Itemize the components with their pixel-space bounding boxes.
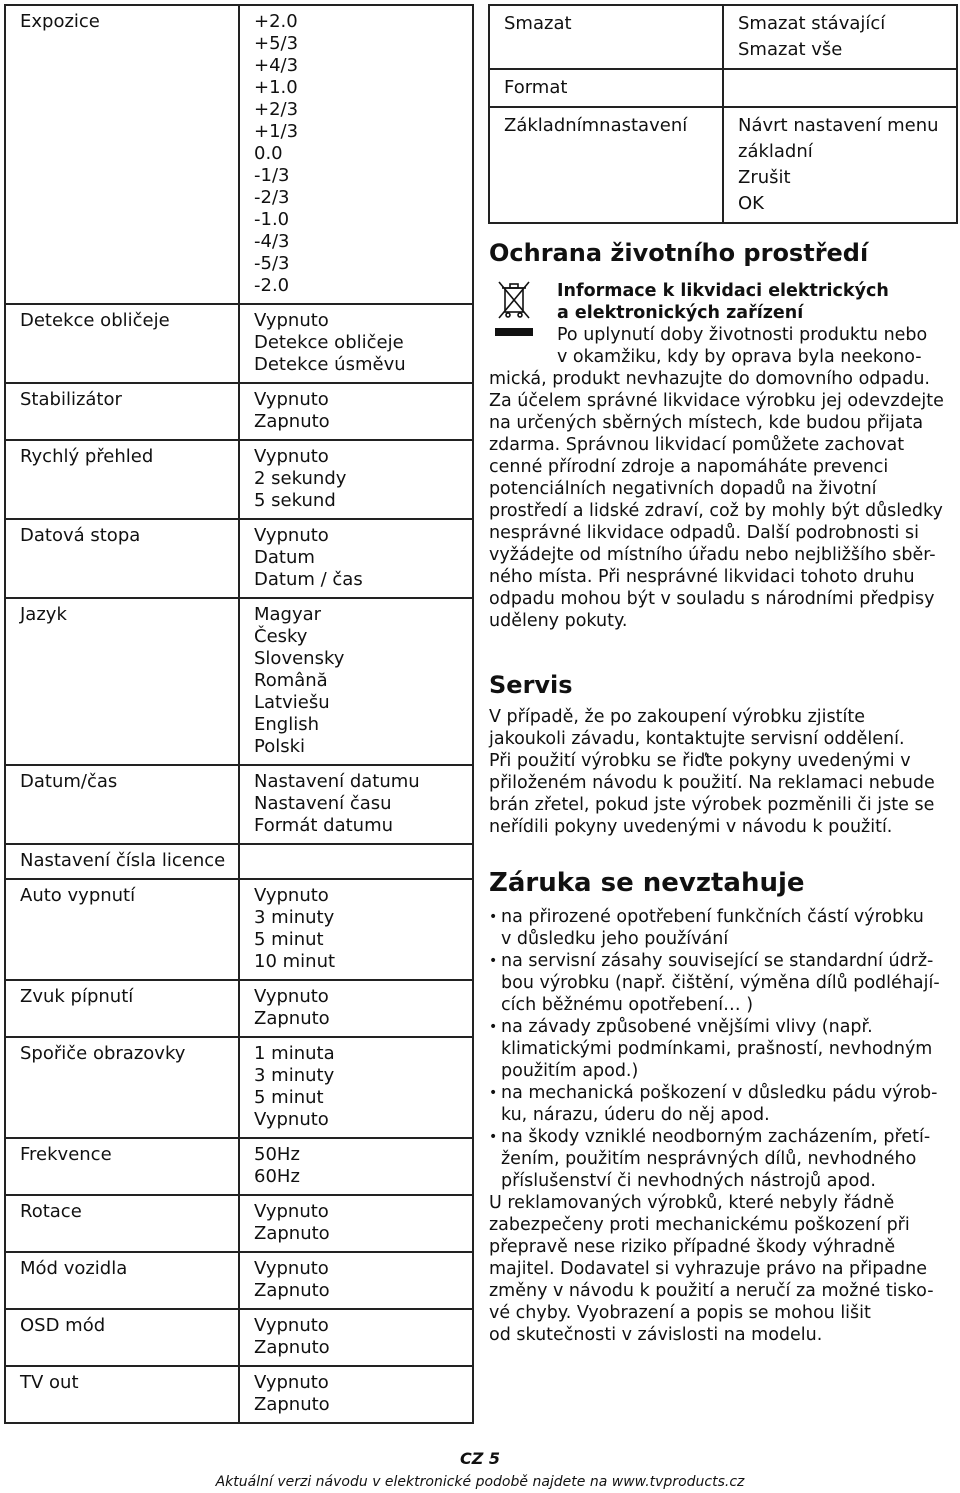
settings-row (5, 1252, 473, 1309)
setting-option: 50Hz (254, 1144, 300, 1165)
setting-label: Frekvence (5, 1138, 239, 1195)
setting-option: Zrušit (738, 167, 791, 188)
setting-label: Zvuk pípnutí (5, 980, 239, 1037)
service-title: Servis (489, 671, 573, 699)
text-line: použitím apod.) (501, 1061, 639, 1081)
text-line: přepravě nese riziko případné škody výhradně (489, 1237, 896, 1257)
text-line: neřídili pokyny uvedenými v návodu k použití. (489, 817, 893, 837)
setting-options (239, 1138, 473, 1195)
setting-option: Nastavení času (254, 793, 392, 814)
text-line: majitel. Dodavatel si vyhrazuje právo na připadne (489, 1259, 927, 1279)
text-line: Za účelem správné likvidace výrobku jej odevzdejte (489, 391, 944, 411)
environment-title: Ochrana životního prostředí (489, 239, 869, 267)
setting-options (239, 440, 473, 519)
setting-option: Vypnuto (254, 1258, 329, 1279)
text-line: mická, produkt nevhazujte do domovního odpadu. (489, 369, 930, 389)
setting-options (239, 383, 473, 440)
settings-table-body (5, 5, 473, 1423)
text-line: jakoukoli závadu, kontaktujte servisní oddělení. (489, 729, 905, 749)
settings-row (5, 383, 473, 440)
page-footer (0, 1448, 960, 1492)
setting-label: TV out (5, 1366, 239, 1423)
text-line: příslušenství či nevhodných nástrojů apod. (501, 1171, 876, 1191)
text-line: Po uplynutí doby životnosti produktu nebo (557, 325, 928, 345)
text-line: v důsledku jeho používání (501, 929, 729, 949)
setting-options (239, 765, 473, 844)
text-line: brán zřetel, pokud jste výrobek pozměnili či jste se (489, 795, 935, 815)
setting-option: 2 sekundy (254, 468, 347, 489)
text-line: U reklamovaných výrobků, které nebyly řádně (489, 1193, 895, 1213)
setting-option: Vypnuto (254, 1372, 329, 1393)
setting-option: Vypnuto (254, 885, 329, 906)
settings-continued-row (489, 69, 957, 107)
text-line: v okamžiku, kdy by oprava byla neekono- (557, 347, 922, 367)
text-line: žením, použitím nesprávných dílů, nevhodného (501, 1149, 917, 1169)
settings-table (4, 4, 474, 1424)
settings-row (5, 1366, 473, 1423)
setting-options (239, 1366, 473, 1423)
setting-options (239, 1195, 473, 1252)
text-line: přiloženém návodu k použití. Na reklamaci nebude (489, 773, 935, 793)
settings-row (5, 765, 473, 844)
setting-option: Detekce obličeje (254, 332, 404, 353)
text-line: V případě, že po zakoupení výrobku zjistíte (489, 707, 866, 727)
setting-label: Detekce obličeje (5, 304, 239, 383)
setting-options (239, 304, 473, 383)
text-line: cenné přírodní zdroje a napomáháte prevenci (489, 457, 889, 477)
setting-label: Rychlý přehled (5, 440, 239, 519)
settings-table-continued-body (489, 5, 957, 223)
setting-option: Zapnuto (254, 1223, 330, 1244)
setting-option: Návrt nastavení menu (738, 115, 939, 136)
setting-label: Smazat (489, 5, 723, 69)
setting-options (239, 5, 473, 304)
warranty-bullet (489, 1126, 959, 1192)
text-line: změny v návodu k použití a neručí za možné tisko- (489, 1281, 934, 1301)
text-line: potenciálních negativních dopadů na životní (489, 479, 877, 499)
setting-options (239, 519, 473, 598)
warranty-list (489, 906, 959, 1192)
setting-option: Smazat vše (738, 39, 843, 60)
text-line: cích běžnému opotřebení… ) (501, 995, 754, 1015)
setting-option: Vypnuto (254, 1315, 329, 1336)
setting-options (239, 879, 473, 980)
text-line: bou výrobku (např. čištění, výměna dílů podléhají- (501, 973, 940, 993)
setting-label: Základnímnastavení (489, 107, 723, 223)
settings-row (5, 1309, 473, 1366)
service-text (489, 706, 959, 838)
setting-options (239, 1309, 473, 1366)
setting-option: -4/3 (254, 231, 290, 252)
setting-option: +5/3 (254, 33, 299, 54)
setting-label: OSD mód (5, 1309, 239, 1366)
setting-option: Latviešu (254, 692, 330, 713)
setting-option: -1/3 (254, 165, 290, 186)
settings-row (5, 304, 473, 383)
text-line: uděleny pokuty. (489, 611, 628, 631)
setting-option: Slovensky (254, 648, 345, 669)
setting-option: 60Hz (254, 1166, 300, 1187)
text-line: zabezpečeny proti mechanickému poškození při (489, 1215, 910, 1235)
text-line: odpadu mohou být v souladu s národními předpisy (489, 589, 935, 609)
setting-options (239, 980, 473, 1037)
setting-option: OK (738, 193, 764, 214)
setting-option: Polski (254, 736, 306, 757)
settings-row (5, 440, 473, 519)
setting-option: +1.0 (254, 77, 298, 98)
weee-heading-line-2: a elektronických zařízení (557, 303, 804, 323)
setting-label: Nastavení čísla licence (5, 844, 239, 879)
setting-option: Zapnuto (254, 1280, 330, 1301)
text-line: nesprávné likvidace odpadů. Další podrobnosti si (489, 523, 919, 543)
settings-table-continued (488, 4, 958, 224)
text-line: • na závady způsobené vnějšími vlivy (např. (501, 1017, 873, 1037)
weee-indented-text (557, 324, 959, 368)
page-number: CZ 5 (459, 1449, 501, 1468)
warranty-closing-text (489, 1192, 959, 1346)
setting-option: Vypnuto (254, 1201, 329, 1222)
text-line: • na mechanická poškození v důsledku pádu výrob- (501, 1083, 938, 1103)
weee-crossed-bin-icon (493, 278, 535, 340)
warranty-bullet (489, 950, 959, 1016)
setting-option: Datum (254, 547, 315, 568)
warranty-title: Záruka se nevztahuje (489, 868, 805, 898)
text-line: na určených sběrných místech, kde budou přijata (489, 413, 924, 433)
text-line: • na škody vzniklé neodborným zacházením, přetí- (501, 1127, 931, 1147)
environment-text (489, 368, 959, 632)
settings-row (5, 980, 473, 1037)
setting-label: Spořiče obrazovky (5, 1037, 239, 1138)
setting-option: -1.0 (254, 209, 290, 230)
setting-option: 3 minuty (254, 907, 335, 928)
settings-continued-row (489, 107, 957, 223)
setting-option: Formát datumu (254, 815, 394, 836)
setting-option: Zapnuto (254, 1008, 330, 1029)
text-line: vé chyby. Vyobrazení a popis se mohou lišit (489, 1303, 871, 1323)
setting-option: Nastavení datumu (254, 771, 420, 792)
setting-options (239, 844, 473, 879)
setting-option: Smazat stávající (738, 13, 886, 34)
setting-option: 5 minut (254, 929, 324, 950)
setting-label: Datum/čas (5, 765, 239, 844)
setting-option: +2.0 (254, 11, 298, 32)
text-line: od skutečnosti v závislosti na modelu. (489, 1325, 823, 1345)
setting-label: Rotace (5, 1195, 239, 1252)
setting-option: Česky (254, 626, 308, 647)
setting-option: základní (738, 141, 813, 162)
setting-label: Stabilizátor (5, 383, 239, 440)
weee-notice (489, 280, 959, 368)
setting-option: -5/3 (254, 253, 290, 274)
settings-row (5, 844, 473, 879)
right-column (489, 238, 959, 1346)
setting-option: Vypnuto (254, 446, 329, 467)
setting-option: 5 sekund (254, 490, 336, 511)
settings-row (5, 1138, 473, 1195)
setting-option: +1/3 (254, 121, 299, 142)
setting-option: Zapnuto (254, 411, 330, 432)
warranty-bullet (489, 1016, 959, 1082)
setting-option: English (254, 714, 319, 735)
text-line: Při použití výrobku se řiďte pokyny uvedenými v (489, 751, 911, 771)
setting-label: Datová stopa (5, 519, 239, 598)
settings-row (5, 598, 473, 765)
text-line: • na servisní zásahy související se standardní údrž- (501, 951, 934, 971)
setting-options (723, 5, 957, 69)
text-line: zdarma. Správnou likvidací pomůžete zachovat (489, 435, 905, 455)
setting-label: Auto vypnutí (5, 879, 239, 980)
setting-option: +2/3 (254, 99, 299, 120)
setting-option: Magyar (254, 604, 322, 625)
setting-option: +4/3 (254, 55, 299, 76)
setting-options (723, 107, 957, 223)
text-line: ného místa. Při nesprávné likvidaci tohoto druhu (489, 567, 915, 587)
setting-option: Zapnuto (254, 1394, 330, 1415)
settings-row (5, 5, 473, 304)
setting-option: Zapnuto (254, 1337, 330, 1358)
setting-label: Mód vozidla (5, 1252, 239, 1309)
setting-option: 5 minut (254, 1087, 324, 1108)
settings-row (5, 519, 473, 598)
setting-option: Datum / čas (254, 569, 363, 590)
setting-option: Vypnuto (254, 986, 329, 1007)
warranty-bullet (489, 1082, 959, 1126)
text-line: prostředí a lidské zdraví, což by mohly být důsledky (489, 501, 943, 521)
setting-option: Vypnuto (254, 525, 329, 546)
settings-row (5, 1037, 473, 1138)
setting-option: Vypnuto (254, 389, 329, 410)
setting-option: 3 minuty (254, 1065, 335, 1086)
footer-note: Aktuální verzi návodu v elektronické podobě najdete na www.tvproducts.cz (215, 1474, 745, 1490)
settings-row (5, 1195, 473, 1252)
warranty-bullet (489, 906, 959, 950)
setting-options (239, 1252, 473, 1309)
setting-options (723, 69, 957, 107)
setting-option: Vypnuto (254, 310, 329, 331)
text-line: • na přirozené opotřebení funkčních částí výrobku (501, 907, 924, 927)
setting-option: Română (254, 670, 328, 691)
setting-label: Expozice (5, 5, 239, 304)
text-line: ku, nárazu, úderu do něj apod. (501, 1105, 770, 1125)
text-line: klimatickými podmínkami, prašností, nevhodným (501, 1039, 933, 1059)
setting-label: Format (489, 69, 723, 107)
setting-options (239, 598, 473, 765)
setting-option: -2.0 (254, 275, 290, 296)
weee-heading-line-1: Informace k likvidaci elektrických (557, 281, 889, 301)
setting-label: Jazyk (5, 598, 239, 765)
setting-option: Detekce úsměvu (254, 354, 406, 375)
setting-options (239, 1037, 473, 1138)
settings-continued-row (489, 5, 957, 69)
setting-option: 10 minut (254, 951, 336, 972)
setting-option: 1 minuta (254, 1043, 335, 1064)
text-line: vyžádejte od místního úřadu nebo nejbližšího sběr- (489, 545, 936, 565)
setting-option: Vypnuto (254, 1109, 329, 1130)
settings-row (5, 879, 473, 980)
setting-option: 0.0 (254, 143, 283, 164)
setting-option: -2/3 (254, 187, 290, 208)
